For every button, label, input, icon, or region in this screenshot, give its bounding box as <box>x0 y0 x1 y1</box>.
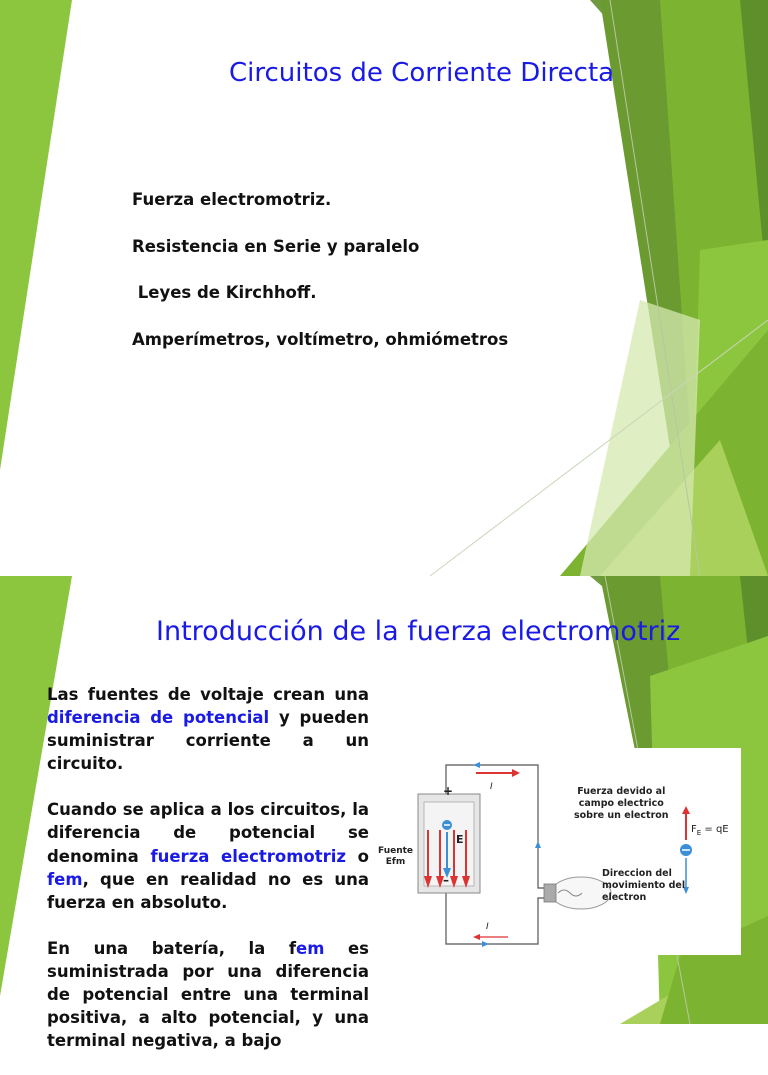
force-label-line: sobre un electron <box>574 810 669 821</box>
direction-label <box>602 868 685 904</box>
text: es suministrada por una diferencia de potencial entre una terminal positiva, a alto potencial, y una terminal negativa, a bajo <box>47 938 369 1051</box>
slide-2 <box>0 576 768 1051</box>
direction-label-line: electron <box>602 892 647 903</box>
source-label <box>378 846 413 868</box>
slide-title: Introducción de la fuerza electromotriz <box>156 616 681 647</box>
current-label-top: I <box>490 782 493 792</box>
direction-label-line: movimiento del <box>602 880 686 891</box>
text: Cuando se aplica a los circuitos, la diferencia de potencial se denomina <box>47 800 369 866</box>
formula-text: = qE <box>701 824 729 835</box>
text: , que en realidad no es una fuerza en absoluto. <box>47 869 369 912</box>
list-item: Fuerza electromotriz. <box>132 190 332 209</box>
field-symbol: E <box>456 833 464 846</box>
paragraph <box>47 798 369 913</box>
list-item: Amperímetros, voltímetro, ohmiómetros <box>132 329 509 349</box>
paragraph <box>47 683 369 775</box>
text: o <box>346 846 369 866</box>
text: En una batería, la f <box>47 938 297 958</box>
battery-plus-label: + <box>443 784 454 798</box>
list-item: Leyes de Kirchhoff. <box>132 283 317 302</box>
battery-minus-label: – <box>443 873 449 887</box>
highlight-term: em <box>296 938 325 958</box>
force-label <box>574 786 669 822</box>
text: Las fuentes de voltaje crean una <box>47 685 369 704</box>
highlight-term: fem <box>47 869 83 889</box>
list-item: Resistencia en Serie y paralelo <box>132 236 420 256</box>
force-formula <box>691 824 729 839</box>
circuit-diagram <box>376 748 741 955</box>
source-label-line: Fuente <box>378 846 414 856</box>
highlight-term: fuerza electromotriz <box>150 846 347 866</box>
direction-label-line: Direccion del <box>602 868 672 879</box>
text: y pueden suministrar corriente a un circuito. <box>47 708 369 774</box>
highlight-term: diferencia de potencial <box>47 708 270 728</box>
formula-text: F <box>691 824 697 835</box>
paragraph <box>47 937 369 1052</box>
force-label-line: campo electrico <box>578 798 664 809</box>
slide-title: Circuitos de Corriente Directa <box>229 58 615 88</box>
formula-subscript: E <box>696 829 702 837</box>
topic-list <box>132 190 508 376</box>
force-label-line: Fuerza devido al <box>577 786 666 797</box>
circuit-figure <box>376 748 741 955</box>
source-label-line: Efm <box>385 857 406 867</box>
current-label-bottom: I <box>486 922 489 932</box>
body-text <box>47 683 369 1075</box>
